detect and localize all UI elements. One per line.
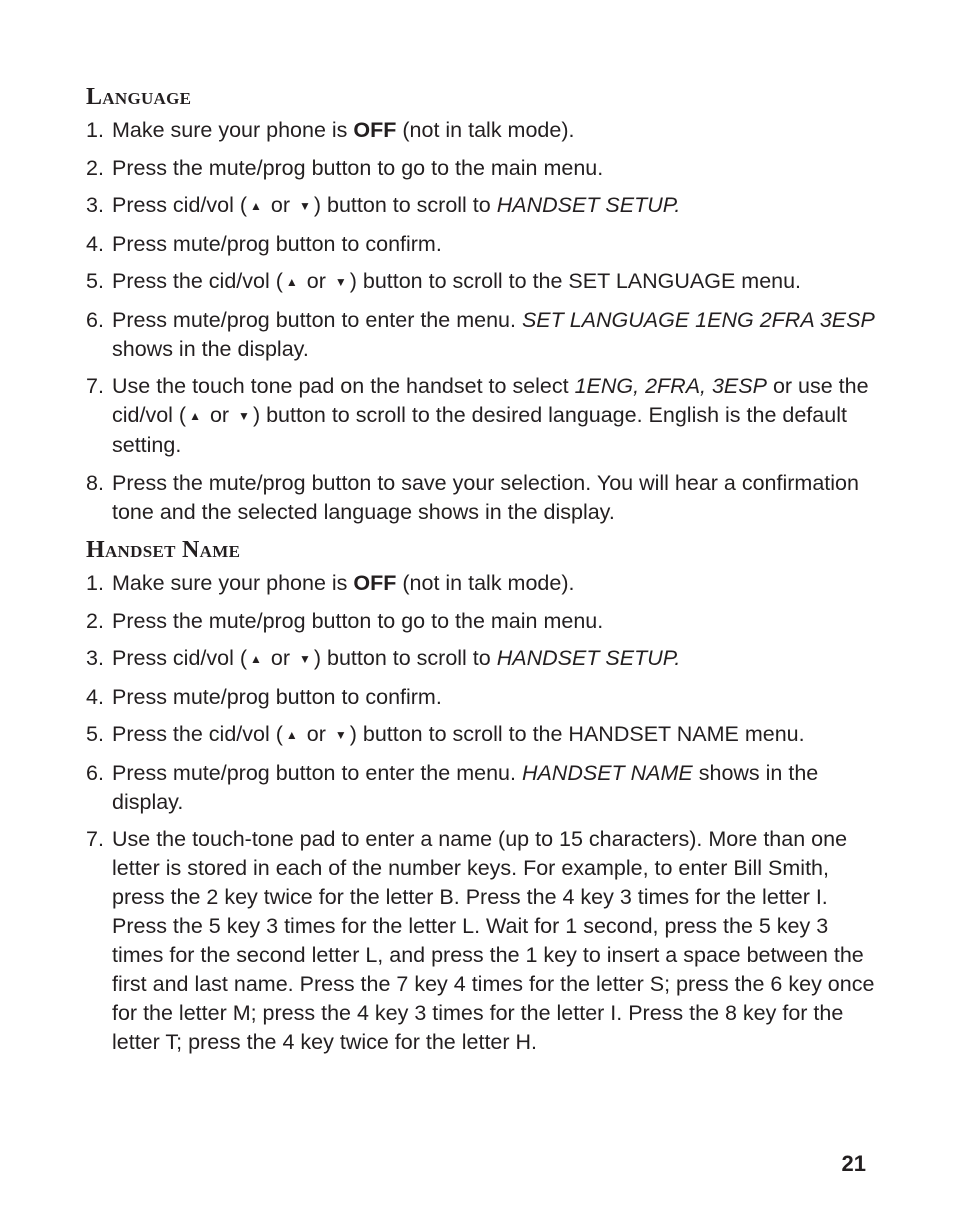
list-item: 4. Press mute/prog button to confirm. [86, 684, 442, 709]
list-item: 3. Press cid/vol ( ▲ or ▼ ) button to scroll to HANDSET SETUP. [86, 644, 876, 674]
list-item: 3. Press cid/vol ( ▲ or ▼ ) button to scroll to HANDSET SETUP. [86, 191, 876, 221]
list-item: 4. Press mute/prog button to confirm. [86, 231, 442, 256]
down-arrow-icon: ▼ [334, 728, 347, 742]
up-arrow-icon: ▲ [189, 409, 201, 423]
list-item: 5. Press the cid/vol ( ▲ or ▼ ) button to scroll to the HANDSET NAME menu. [86, 720, 876, 750]
list-item: 6. Press mute/prog button to enter the menu. SET LANGUAGE 1ENG 2FRA 3ESP shows in the display. [86, 307, 875, 361]
section-heading-handset-name: Handset Name [86, 537, 241, 563]
up-arrow-icon: ▲ [285, 275, 298, 289]
down-arrow-icon: ▼ [298, 199, 311, 213]
handset-name-steps [86, 569, 876, 1057]
list-item: 1. Make sure your phone is OFF (not in talk mode). [86, 118, 575, 142]
list-item: 1. Make sure your phone is OFF (not in talk mode). [86, 571, 575, 595]
down-arrow-icon: ▼ [334, 275, 347, 289]
section-heading-language: Language [86, 84, 192, 110]
up-arrow-icon: ▲ [250, 199, 262, 213]
list-item: 7. Use the touch-tone pad to enter a name (up to 15 characters). More than one letter is stored in each of the number keys. For example, to enter Bill Smith, press the 2 key twice for the letter B. Press the 4 key 3 times for the letter I. Press the 5 key 3 times for the letter L. Wait for 1 second, press the 5 key 3 times for the second letter L, and press the 1 key to insert a space between the first and last name. Press the 7 key 4 times for the letter S; press the 6 key once for the letter M; press the 4 key 3 times for the letter I. Press the 8 key for the letter T; press the 4 key twice for the letter H. [86, 827, 875, 1054]
down-arrow-icon: ▼ [238, 409, 250, 423]
list-item: 2. Press the mute/prog button to go to the main menu. [86, 155, 604, 180]
list-item: 2. Press the mute/prog button to go to the main menu. [86, 608, 604, 633]
page-number: 21 [841, 1151, 866, 1176]
language-steps [86, 116, 876, 527]
up-arrow-icon: ▲ [285, 728, 298, 742]
manual-page [86, 82, 876, 1066]
list-item: 6. Press mute/prog button to enter the menu. HANDSET NAME shows in the display. [86, 760, 819, 814]
up-arrow-icon: ▲ [250, 652, 262, 666]
list-item: 5. Press the cid/vol ( ▲ or ▼ ) button to scroll to the SET LANGUAGE menu. [86, 267, 876, 297]
list-item: 7. Use the touch tone pad on the handset to select 1ENG, 2FRA, 3ESP or use the cid/vol ( ▲ or ▼ ) button to scroll to the desired language. English is the default setting. [86, 374, 869, 457]
list-item: 8. Press the mute/prog button to save your selection. You will hear a confirmation tone and the selected language shows in the display. [86, 470, 859, 524]
down-arrow-icon: ▼ [298, 652, 311, 666]
